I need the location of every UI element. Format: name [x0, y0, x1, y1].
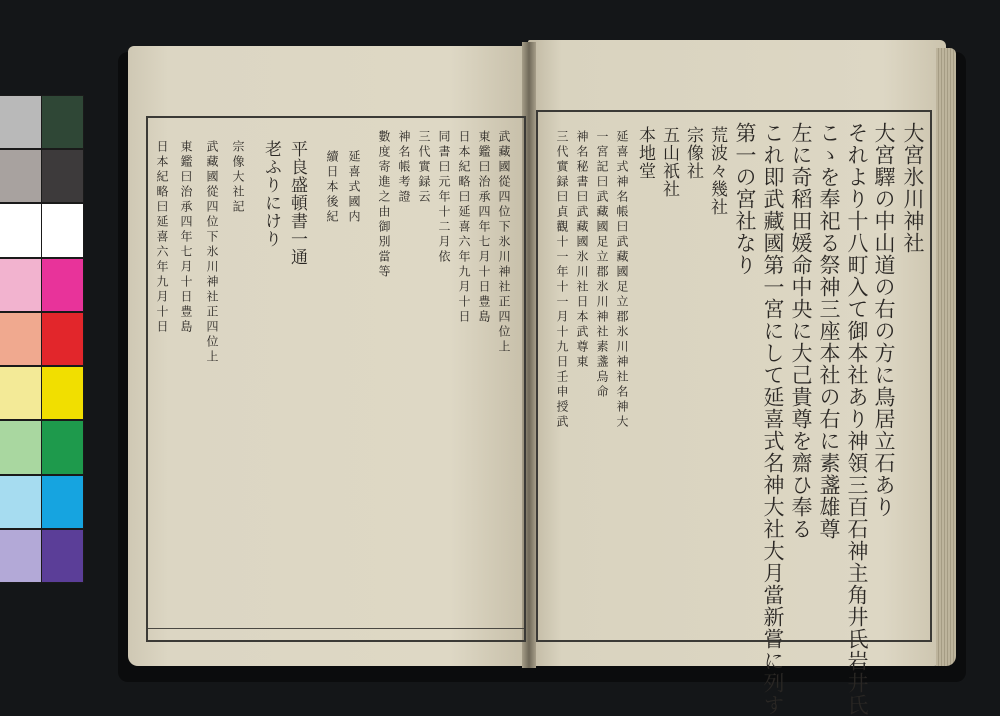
right-col-11: 本地堂	[635, 126, 655, 180]
right-col-9: 宗像社	[683, 126, 703, 180]
page-edges	[936, 48, 956, 666]
left-col-8: 延喜式國内	[347, 150, 361, 225]
left-col-10: 平良盛頓書一通	[287, 140, 307, 266]
color-chip	[42, 367, 83, 419]
left-col-6: 神名帳考證	[397, 130, 411, 205]
left-col-11: 老ふりにけり	[261, 140, 281, 248]
color-chip	[0, 150, 41, 202]
color-chip	[0, 204, 41, 256]
left-col-5: 三代實録云	[417, 130, 431, 205]
right-col-1: 大宮氷川神社	[901, 122, 925, 254]
right-col-10: 五山祇社	[659, 126, 679, 198]
color-chip	[42, 421, 83, 473]
color-chip	[0, 259, 41, 311]
left-col-7: 數度寄進之由御別當等	[377, 130, 391, 280]
color-chip	[0, 530, 41, 582]
right-col-13: 一宮記曰武藏國足立郡氷川神社素盞烏命	[595, 130, 609, 400]
left-col-3: 日本紀略曰延喜六年九月十日	[457, 130, 471, 325]
left-col-9: 續日本後紀	[325, 150, 339, 225]
right-col-2: 大宮驛の中山道の右の方に鳥居立石あり	[872, 122, 896, 518]
right-col-15: 三代實録曰貞觀十一年十一月十九日壬申授武	[555, 130, 569, 430]
color-chip	[42, 150, 83, 202]
left-page-bottom-rule	[148, 628, 524, 640]
color-chip	[0, 313, 41, 365]
color-chip	[42, 313, 83, 365]
left-col-1: 武藏國從四位下氷川神社正四位上	[497, 130, 511, 355]
color-chip	[0, 367, 41, 419]
left-col-4: 同書曰元年十二月依	[437, 130, 451, 265]
right-col-3: それより十八町入て御本社あり神領三百石神主角井氏岩井氏	[845, 122, 869, 716]
right-col-4: こゝを奉祀る祭神三座本社の右に素盞雄尊	[817, 122, 841, 540]
right-col-12: 延喜式神名帳曰武藏國足立郡氷川神社名神大	[615, 130, 629, 430]
color-chip	[0, 421, 41, 473]
right-col-14: 神名秘書曰武藏國氷川社日本武尊東	[575, 130, 589, 370]
color-chip	[0, 476, 41, 528]
left-col-2: 東鑑曰治承四年七月十日豊島	[477, 130, 491, 325]
color-chip	[42, 476, 83, 528]
right-col-6: これ即武藏國第一宮にして延喜式名神大社大月當新嘗に列す	[761, 122, 785, 716]
color-chip	[42, 96, 83, 148]
color-chip	[42, 259, 83, 311]
right-col-7: 第一の宮社なり	[733, 122, 757, 276]
color-calibration-chart	[0, 95, 84, 583]
left-col-13: 武藏國從四位下氷川神社正四位上	[205, 140, 219, 365]
left-col-12: 宗像大社記	[231, 140, 245, 215]
color-chip	[42, 530, 83, 582]
color-chip	[42, 204, 83, 256]
right-col-5: 左に奇稻田媛命中央に大己貴尊を齋ひ奉る	[789, 122, 813, 540]
left-col-14: 東鑑曰治承四年七月十日豊島	[179, 140, 193, 335]
right-col-8: 荒波々幾社	[707, 126, 727, 216]
left-col-15: 日本紀略曰延喜六年九月十日	[155, 140, 169, 335]
color-chip	[0, 96, 41, 148]
